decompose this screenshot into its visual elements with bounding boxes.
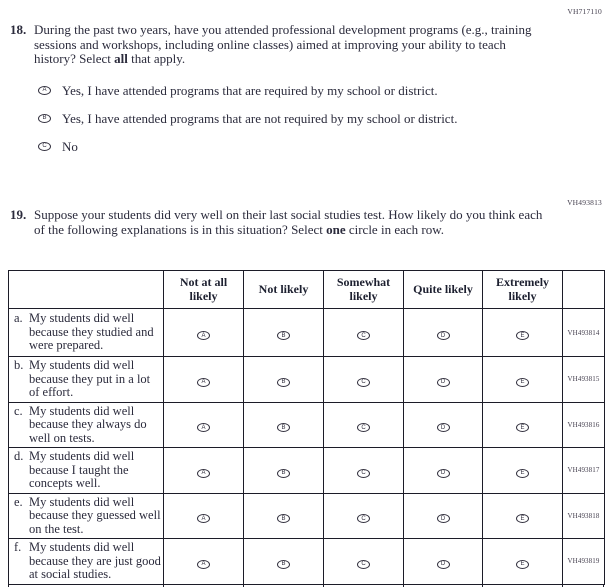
response-oval: [516, 469, 529, 478]
row-c-accession-code: VH493816: [563, 402, 605, 448]
q19-text-post: circle in each row.: [345, 221, 445, 237]
response-oval: [516, 378, 529, 387]
q18-options: [38, 83, 555, 154]
response-oval: [197, 378, 210, 387]
response-oval: [277, 423, 290, 432]
q18-option-b[interactable]: [38, 111, 555, 126]
col-header-not-likely: Not likely: [244, 271, 324, 309]
row-statement: My students did well because they put in a lot of effort.: [29, 358, 151, 399]
row-d-oval-d[interactable]: [404, 448, 483, 494]
oval-letter: A: [201, 515, 206, 522]
row-letter: e.: [14, 494, 23, 509]
row-a-oval-a[interactable]: [164, 309, 244, 357]
row-letter: b.: [14, 358, 24, 372]
row-a-oval-b[interactable]: [244, 309, 324, 357]
response-oval: [197, 331, 210, 340]
row-f-accession-code: VH493819: [563, 539, 605, 585]
row-e-oval-d[interactable]: [404, 493, 483, 539]
row-letter: a.: [14, 311, 23, 326]
oval-letter: D: [440, 470, 446, 477]
row-b-stem: [9, 357, 164, 403]
oval-letter: A: [201, 332, 206, 339]
table-row-c: [9, 402, 605, 448]
question-18-number: 18.: [10, 22, 27, 37]
row-a-oval-c[interactable]: [324, 309, 404, 357]
response-oval: [357, 560, 370, 569]
row-statement: My students did well because they are just good at social studies.: [29, 540, 161, 581]
oval-letter: A: [42, 86, 47, 93]
row-f-oval-e[interactable]: [483, 539, 563, 585]
row-f-oval-d[interactable]: [404, 539, 483, 585]
row-d-accession-code: VH493817: [563, 448, 605, 494]
oval-letter: A: [201, 424, 206, 431]
response-oval: [516, 514, 529, 523]
row-b-oval-b[interactable]: [244, 357, 324, 403]
oval-letter: C: [361, 561, 366, 568]
response-oval: [277, 378, 290, 387]
q18-text-post: that apply.: [127, 51, 186, 66]
row-c-oval-c[interactable]: [324, 402, 404, 448]
q18-text-pre: During the past two years, have you attended professional development programs (e.g., training sessions and workshops, including online classes) aimed at improving your ability to teach history? Select: [34, 22, 532, 66]
row-statement: My students did well because they studied and were prepared.: [29, 311, 154, 353]
row-e-oval-a[interactable]: [164, 493, 244, 539]
response-oval: [516, 423, 529, 432]
question-19-number: 19.: [10, 207, 27, 222]
q19-likert-table: [8, 270, 605, 585]
response-oval-a[interactable]: [38, 86, 51, 95]
response-oval: [437, 423, 450, 432]
response-oval-b[interactable]: [38, 114, 51, 123]
oval-letter: C: [361, 424, 366, 431]
response-oval: [277, 331, 290, 340]
row-e-oval-c[interactable]: [324, 493, 404, 539]
oval-letter: B: [281, 379, 286, 386]
row-a-oval-e[interactable]: [483, 309, 563, 357]
response-oval: [357, 331, 370, 340]
response-oval: [437, 469, 450, 478]
response-oval: [357, 514, 370, 523]
table-row-a: [9, 309, 605, 357]
response-oval: [357, 423, 370, 432]
row-statement: My students did well because I taught the concepts well.: [29, 449, 135, 490]
row-c-stem: [9, 402, 164, 448]
response-oval: [197, 423, 210, 432]
row-statement: My students did well because they guessed well on the test.: [29, 494, 161, 536]
q18-option-c-label: No: [62, 138, 78, 154]
oval-letter: D: [440, 332, 446, 339]
response-oval: [437, 378, 450, 387]
q19-accession-code: VH493813: [567, 198, 602, 207]
table-header-row: [9, 271, 605, 309]
row-e-oval-b[interactable]: [244, 493, 324, 539]
oval-letter: B: [281, 332, 286, 339]
oval-letter: E: [520, 470, 525, 477]
oval-letter: C: [42, 142, 47, 149]
row-b-oval-c[interactable]: [324, 357, 404, 403]
row-c-oval-b[interactable]: [244, 402, 324, 448]
oval-letter: A: [201, 470, 206, 477]
oval-letter: B: [281, 515, 286, 522]
q19-likert-table-wrap: [8, 270, 605, 587]
q18-option-b-label: Yes, I have attended programs that are not required by my school or district.: [62, 110, 458, 126]
q19-text-pre: Suppose your students did very well on their last social studies test. How likely do you think each of the following explanations is in this situation? Select: [34, 207, 543, 237]
question-19-text: [34, 208, 546, 237]
response-oval: [277, 469, 290, 478]
row-letter: f.: [14, 540, 22, 554]
row-d-oval-b[interactable]: [244, 448, 324, 494]
oval-letter: D: [440, 561, 446, 568]
question-18-text: [34, 23, 546, 67]
response-oval: [197, 469, 210, 478]
stem-header-cell: [9, 271, 164, 309]
row-d-stem: [9, 448, 164, 494]
col-header-somewhat-likely: Somewhat likely: [324, 271, 404, 309]
response-oval-c[interactable]: [38, 142, 51, 151]
row-a-oval-d[interactable]: [404, 309, 483, 357]
oval-letter: A: [201, 561, 206, 568]
row-b-oval-d[interactable]: [404, 357, 483, 403]
row-letter: c.: [14, 403, 23, 418]
oval-letter: B: [281, 470, 286, 477]
q18-option-a[interactable]: [38, 83, 555, 98]
oval-letter: E: [520, 561, 525, 568]
oval-letter: E: [520, 424, 525, 431]
row-statement: My students did well because they always do well on tests.: [29, 403, 147, 445]
row-d-oval-a[interactable]: [164, 448, 244, 494]
oval-letter: C: [361, 332, 366, 339]
q18-accession-code: VH717110: [567, 7, 602, 16]
oval-letter: E: [520, 515, 525, 522]
col-header-quite-likely: Quite likely: [404, 271, 483, 309]
response-oval: [357, 469, 370, 478]
response-oval: [516, 331, 529, 340]
q18-text-bold: all: [114, 51, 128, 66]
question-18: [10, 23, 555, 154]
oval-letter: C: [361, 470, 366, 477]
table-row-b: [9, 357, 605, 403]
oval-letter: B: [281, 561, 286, 568]
response-oval: [437, 560, 450, 569]
row-c-oval-a[interactable]: [164, 402, 244, 448]
row-e-accession-code: VH493818: [563, 493, 605, 539]
row-f-oval-b[interactable]: [244, 539, 324, 585]
row-f-oval-c[interactable]: [324, 539, 404, 585]
col-header-extremely-likely: Extremely likely: [483, 271, 563, 309]
response-oval: [516, 560, 529, 569]
table-row-e: [9, 493, 605, 539]
row-d-oval-c[interactable]: [324, 448, 404, 494]
oval-letter: D: [440, 379, 446, 386]
row-b-accession-code: VH493815: [563, 357, 605, 403]
row-e-oval-e[interactable]: [483, 493, 563, 539]
row-b-oval-a[interactable]: [164, 357, 244, 403]
row-c-oval-e[interactable]: [483, 402, 563, 448]
code-header-cell: [563, 271, 605, 309]
response-oval: [437, 331, 450, 340]
oval-letter: B: [281, 424, 286, 431]
row-b-oval-e[interactable]: [483, 357, 563, 403]
response-oval: [357, 378, 370, 387]
q19-text-bold: one: [326, 221, 346, 237]
question-19: [10, 208, 558, 237]
oval-letter: C: [361, 515, 366, 522]
q18-option-a-label: Yes, I have attended programs that are required by my school or district.: [62, 82, 438, 98]
response-oval: [197, 514, 210, 523]
oval-letter: D: [440, 424, 446, 431]
col-header-not-at-all-likely: Not at all likely: [164, 271, 244, 309]
oval-letter: E: [520, 379, 525, 386]
oval-letter: A: [201, 379, 206, 386]
row-a-accession-code: VH493814: [563, 309, 605, 357]
row-d-oval-e[interactable]: [483, 448, 563, 494]
row-f-oval-a[interactable]: [164, 539, 244, 585]
row-a-stem: [9, 309, 164, 357]
row-e-stem: [9, 493, 164, 539]
response-oval: [277, 514, 290, 523]
oval-letter: B: [42, 114, 47, 121]
row-f-stem: [9, 539, 164, 585]
row-letter: d.: [14, 449, 24, 463]
table-row-f: [9, 539, 605, 585]
response-oval: [197, 560, 210, 569]
oval-letter: D: [440, 515, 446, 522]
q18-option-c[interactable]: [38, 139, 555, 154]
oval-letter: C: [361, 379, 366, 386]
response-oval: [277, 560, 290, 569]
row-c-oval-d[interactable]: [404, 402, 483, 448]
oval-letter: E: [520, 332, 525, 339]
table-row-d: [9, 448, 605, 494]
response-oval: [437, 514, 450, 523]
